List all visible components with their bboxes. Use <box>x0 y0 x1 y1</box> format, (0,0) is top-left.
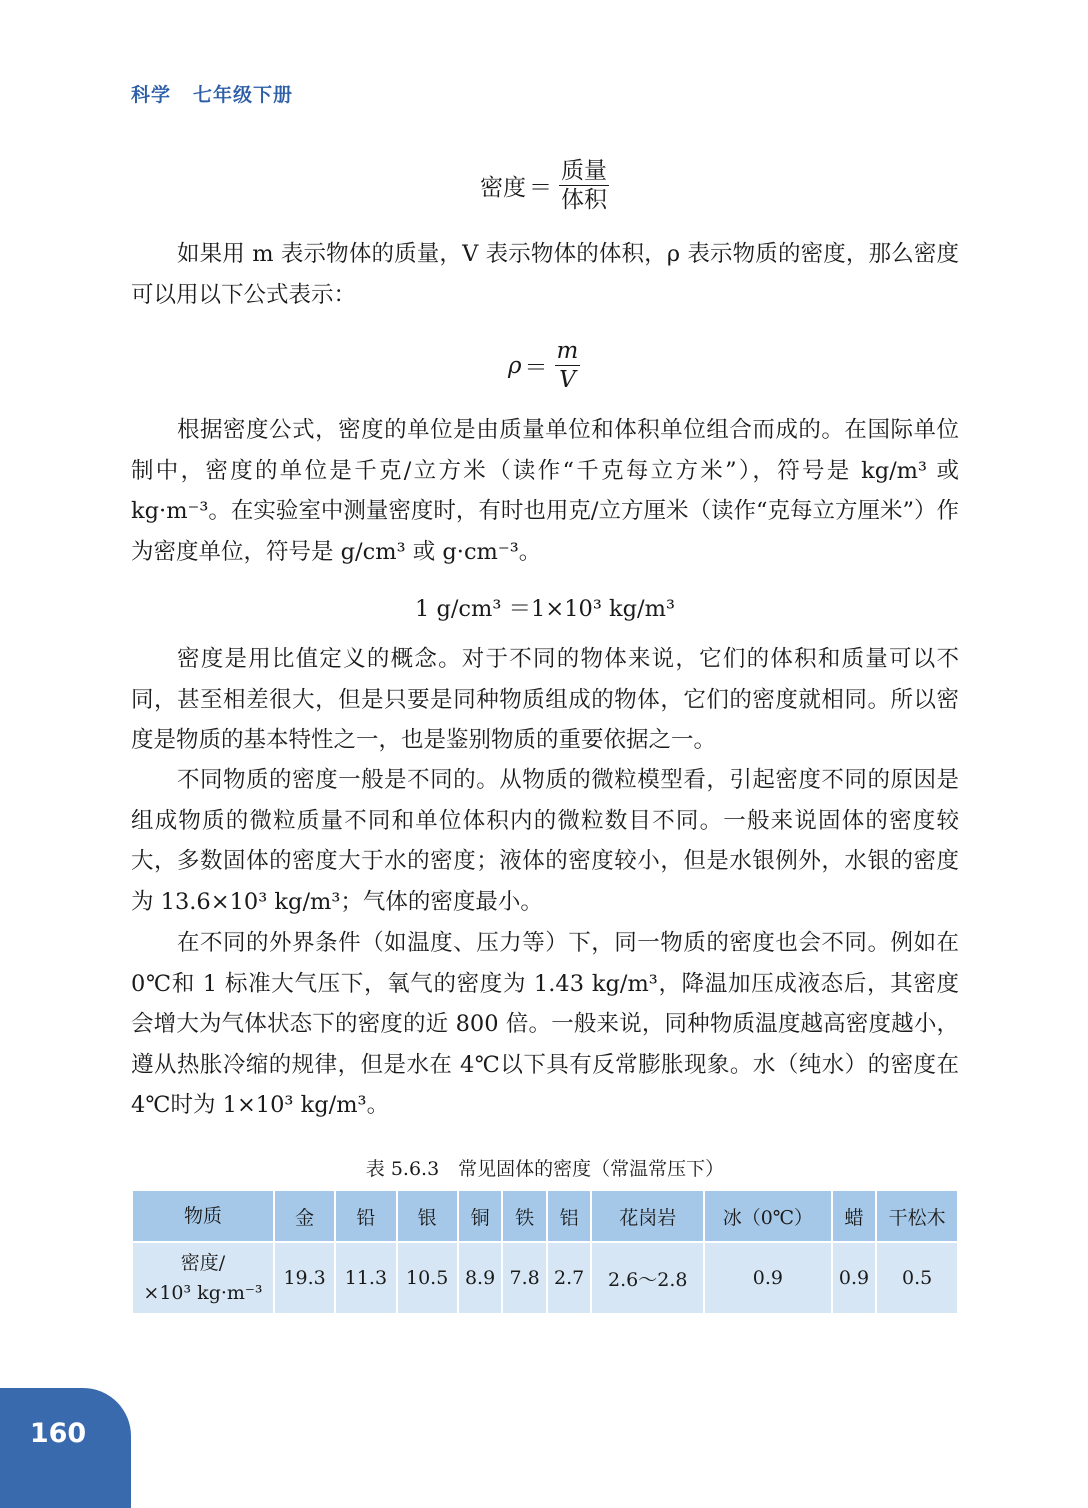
value-label-line-1: 密度/ <box>180 1252 226 1274</box>
value-cell: 10.5 <box>397 1242 458 1314</box>
paragraph-3: 密度是用比值定义的概念。对于不同的物体来说，它们的体积和质量可以不同，甚至相差很大，但是只要是同种物质组成的物体，它们的密度就相同。所以密度是物质的基本特性之一，也是鉴别物质的重要依据之一。 <box>131 646 959 753</box>
table-header-row <box>132 1190 958 1242</box>
header-cell: 干松木 <box>876 1190 958 1242</box>
running-header <box>131 80 293 107</box>
header-cell: 铜 <box>458 1190 503 1242</box>
formula2-fraction <box>555 338 581 394</box>
value-cell: 2.7 <box>547 1242 592 1314</box>
header-cell: 蜡 <box>832 1190 877 1242</box>
formula2-numerator: m <box>555 338 581 366</box>
density-symbol-formula <box>508 338 580 394</box>
paragraph-1: 如果用 m 表示物体的质量，V 表示物体的体积，ρ 表示物质的密度，那么密度可以用以下公式表示： <box>131 241 959 308</box>
header-cell: 花岗岩 <box>591 1190 704 1242</box>
density-table <box>131 1189 959 1315</box>
table-caption: 表 5.6.3 常见固体的密度（常温常压下） <box>365 1158 725 1180</box>
header-cell: 铝 <box>547 1190 592 1242</box>
value-cell: 19.3 <box>274 1242 335 1314</box>
value-cell: 0.9 <box>832 1242 877 1314</box>
paragraph-5: 在不同的外界条件（如温度、压力等）下，同一物质的密度也会不同。例如在 0℃和 1 标准大气压下，氧气的密度为 1.43 kg/m³，降温加压成液态后，其密度会增大为气体状态下的密度的近 800 倍。一般来说，同种物质温度越高密度越小，遵从热胀冷缩的规律，但是水在 4℃以下具有反常膨胀现象。水（纯水）的密度在 4℃时为 1×10³ kg/m³。 <box>131 930 959 1118</box>
formula2-denominator: V <box>559 367 576 394</box>
paragraph-4: 不同物质的密度一般是不同的。从物质的微粒模型看，引起密度不同的原因是组成物质的微粒质量不同和单位体积内的微粒数目不同。一般来说固体的密度较大，多数固体的密度大于水的密度；液体的密度较小，但是水银例外，水银的密度为 13.6×10³ kg/m³；气体的密度最小。 <box>131 767 959 915</box>
unit-conversion: 1 g/cm³ ＝1×10³ kg/m³ <box>414 596 675 622</box>
page-number: 160 <box>29 1418 87 1449</box>
subject-label: 科学 <box>131 84 172 106</box>
value-label-cell <box>132 1242 274 1314</box>
density-word-formula <box>480 158 609 214</box>
header-cell: 铅 <box>335 1190 396 1242</box>
formula-equals: ＝ <box>529 175 552 202</box>
formula2-lhs: ρ <box>508 352 522 379</box>
value-cell: 11.3 <box>335 1242 396 1314</box>
header-cell: 铁 <box>502 1190 547 1242</box>
value-cell: 0.5 <box>876 1242 958 1314</box>
table-value-row <box>132 1242 958 1314</box>
header-cell: 金 <box>274 1190 335 1242</box>
formula-lhs: 密度 <box>480 175 526 202</box>
value-cell: 0.9 <box>704 1242 832 1314</box>
formula-numerator: 质量 <box>559 158 609 186</box>
paragraph-2: 根据密度公式，密度的单位是由质量单位和体积单位组合而成的。在国际单位制中，密度的单位是千克/立方米（读作“千克每立方米”），符号是 kg/m³ 或 kg·m⁻³。在实验室中测量密度时，有时也用克/立方厘米（读作“克每立方厘米”）作为密度单位，符号是 g/cm³ 或 g·cm⁻³。 <box>131 417 960 565</box>
value-label-line-2: ×10³ kg·m⁻³ <box>143 1282 263 1304</box>
formula2-equals: ＝ <box>524 355 548 382</box>
grade-label: 七年级下册 <box>193 84 294 106</box>
header-label-cell: 物质 <box>132 1190 274 1242</box>
value-cell: 7.8 <box>502 1242 547 1314</box>
formula-fraction <box>559 158 609 214</box>
header-cell: 银 <box>397 1190 458 1242</box>
value-cell: 2.6～2.8 <box>591 1242 704 1314</box>
formula-denominator: 体积 <box>561 187 607 214</box>
header-cell: 冰（0℃） <box>704 1190 832 1242</box>
value-cell: 8.9 <box>458 1242 503 1314</box>
